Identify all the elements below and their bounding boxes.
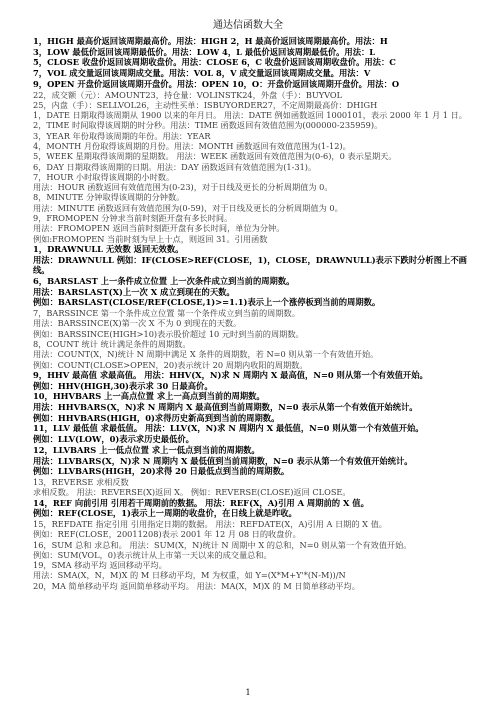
text-line: 10，HHVBARS 上一高点位置 求上一高点到当前的周期数。 (33, 391, 265, 402)
text-line: 例如：LLVBARS(HIGH，20)求得 20 日最低点到当前的周期数。 (33, 466, 290, 477)
text-line: 例如：REF(CLOSE，1)表示上一周期的收盘价，在日线上就是昨收。 (33, 508, 297, 519)
page-title: 通达信函数大全 (213, 20, 283, 31)
text-line: 8，MINUTE 分钟取得该周期的分钟数。 (33, 192, 185, 203)
text-line: 9，OPEN 开盘价返回该周期开盘价。用法：OPEN 10，O：开盘价返回该周期开盘价。用法：O (33, 78, 400, 89)
text-line: 5，WEEK 星期取得该周期的星期数。 用法：WEEK 函数返回有效值范围为(0-6)，0 表示星期天。 (33, 151, 397, 162)
text-line: 例如：HHV(HIGH,30)表示求 30 日最高价。 (33, 380, 213, 391)
text-line: 19，SMA 移动平均 返回移动平均。 (33, 560, 167, 571)
text-line: 9，HHV 最高值 求最高值。 用法：HHV(X，N)求 N 周期内 X 最高值，N=0 则从第一个有效值开始。 (33, 369, 428, 380)
text-line: 16，SUM 总和 求总和。 用法：SUM(X，N)统计 N 周期中 X 的总和，N=0 则从第一个有效值开始。 (33, 539, 412, 550)
text-line: 15，REFDATE 指定引用 引用指定日期的数据。 用法：REFDATE(X，A)引用 A 日期的 X 值。 (33, 519, 387, 529)
text-line: 用法：HOUR 函数返回有效值范围为(0-23)，对于日线及更长的分析周期值为 0。 (33, 182, 333, 193)
text-line: 22，成交额（元）：AMOUNT23，持仓量：VOLINSTK24，外盘（手）：BUYVOL (33, 89, 343, 100)
text-line: 例如：SUM(VOL，0)表示统计从上市第一天以来的成交量总和。 (33, 549, 272, 560)
text-line: 例如：LLV(LOW，0)表示求历史最低价。 (33, 434, 194, 445)
text-line: 4，MONTH 月份取得该周期的月份。用法：MONTH 函数返回有效值范围为(1-12)。 (33, 141, 351, 151)
text-line: 用法：FROMOPEN 返回当前时刻距开盘有多长时间，单位为分钟。 (33, 223, 285, 234)
text-line: 7，BARSSINCE 第一个条件成立位置 第一个条件成立到当前的周期数。 (33, 308, 300, 319)
text-line: 11，LLV 最低值 求最低值。 用法：LLV(X，N)求 N 周期内 X 最低值，N=0 则从第一个有效值开始。 (33, 423, 424, 434)
text-line: 例如：COUNT(CLOSE>OPEN，20)表示统计 20 周期内收阳的周期数。 (33, 359, 308, 370)
text-line: 6，BARSLAST 上一条件成立位置 上一次条件成立到当前的周期数。 (33, 276, 295, 287)
text-line: 用法：BARSSINCE(X)第一次 X 不为 0 到现在的天数。 (33, 318, 242, 329)
text-line: 2，TIME 时间取得该周期的时分秒。用法：TIME 函数返回有效值范围为(000000-235959)。 (33, 120, 383, 131)
text-line: 1，DRAWNULL 无效数 返回无效数。 (33, 243, 184, 254)
text-line: 例如：BARSSINCE(HIGH>10)表示股价超过 10 元时到当前的周期数。 (33, 328, 304, 339)
text-line: 25，内盘（手）：SELLVOL26，主动性买单：ISBUYORDER27，不定周期最高价：DHIGH (33, 99, 378, 110)
text-line: 12，LLVBARS 上一低点位置 求上一低点到当前的周期数。 (33, 444, 260, 455)
text-line: 1，HIGH 最高价返回该周期最高价。用法：HIGH 2，H 最高价返回该周期最高价。用法：H (33, 36, 388, 46)
text-line: 例如:FROMOPEN 当前时刻为早上十点，则返回 31。引用函数 (33, 233, 268, 244)
text-line: 8，COUNT 统计 统计满足条件的周期数。 (33, 339, 191, 350)
text-line: 例如：REF(CLOSE，20011208)表示 2001 年 12 月 08 日的收盘价。 (33, 529, 301, 540)
text-line: 用法：LLVBARS(X，N)求 N 周期内 X 最低值到当前周期数，N=0 表示从第一个有效值开始统计。 (33, 455, 413, 466)
document-body (33, 36, 483, 591)
text-line: 用法：DRAWNULL 例如：IF(CLOSE>REF(CLOSE，1)，CLOSE，DRAWNULL)表示下跌时分析图上不画线。 (33, 254, 467, 276)
text-line: 例如：HHVBARS(HIGH，0)求得历史新高到到当前的周期数。 (33, 412, 280, 423)
text-line: 用法：BARSLAST(X)上一次 X 成立到现在的天数。 (33, 286, 235, 297)
text-line: 9，FROMOPEN 分钟求当前时刻距开盘有多长时间。 (33, 213, 233, 224)
text-line: 用法：SMA(X，N，M)X 的 M 日移动平均，M 为权重，如 Y=(X*M+Y'*(N-M))/N (33, 570, 346, 581)
text-line: 3，LOW 最低价返回该周期最低价。用法：LOW 4，L 最低价返回该周期最低价。用法：L (33, 46, 376, 57)
text-line: 5，CLOSE 收盘价返回该周期收盘价。用法：CLOSE 6，C 收盘价返回该周期收盘价。用法：C (33, 57, 396, 68)
text-line: 14，REF 向前引用 引用若干周期前的数据。 用法：REF(X，A)引用 A 周期前的 X 值。 (33, 497, 369, 508)
text-line: 用法：MINUTE 函数返回有效值范围为(0-59)，对于日线及更长的分析周期值为 0。 (33, 202, 343, 213)
text-line: 3，YEAR 年份取得该周期的年份。用法：YEAR (33, 130, 211, 141)
text-line: 1，DATE 日期取得该周期从 1900 以来的年月日。 用法：DATE 例如函数返回 1000101，表示 2000 年 1 月 1 日。 (33, 110, 467, 121)
text-line: 例如：BARSLAST(CLOSE/REF(CLOSE,1)>=1.1)表示上一个涨停板到当前的周期数。 (33, 297, 381, 308)
text-line: 20，MA 简单移动平均 返回简单移动平均。 用法：MA(X，M)X 的 M 日简单移动平均。 (33, 580, 360, 591)
page-number: 1 (245, 688, 251, 697)
text-line: 用法：HHVBARS(X，N)求 N 周期内 X 最高值到当前周期数，N=0 表示从第一个有效值开始统计。 (33, 402, 418, 413)
text-line: 求相反数。 用法：REVERSE(X)返回 X。 例如：REVERSE(CLOSE)返回 CLOSE。 (33, 487, 351, 498)
text-line: 7，VOL 成交量返回该周期成交量。用法：VOL 8，V 成交量返回该周期成交量。用法：V (33, 68, 371, 79)
text-line: 7，HOUR 小时取得该周期的小时数。 (33, 171, 175, 182)
text-line: 13，REVERSE 求相反数 (33, 477, 129, 487)
text-line: 用法：COUNT(X，N)统计 N 周期中满足 X 条件的周期数，若 N=0 则从第一个有效值开始。 (33, 349, 379, 360)
text-line: 6，DAY 日期取得该周期的日期。用法：DAY 函数返回有效值范围为(1-31)。 (33, 161, 317, 172)
